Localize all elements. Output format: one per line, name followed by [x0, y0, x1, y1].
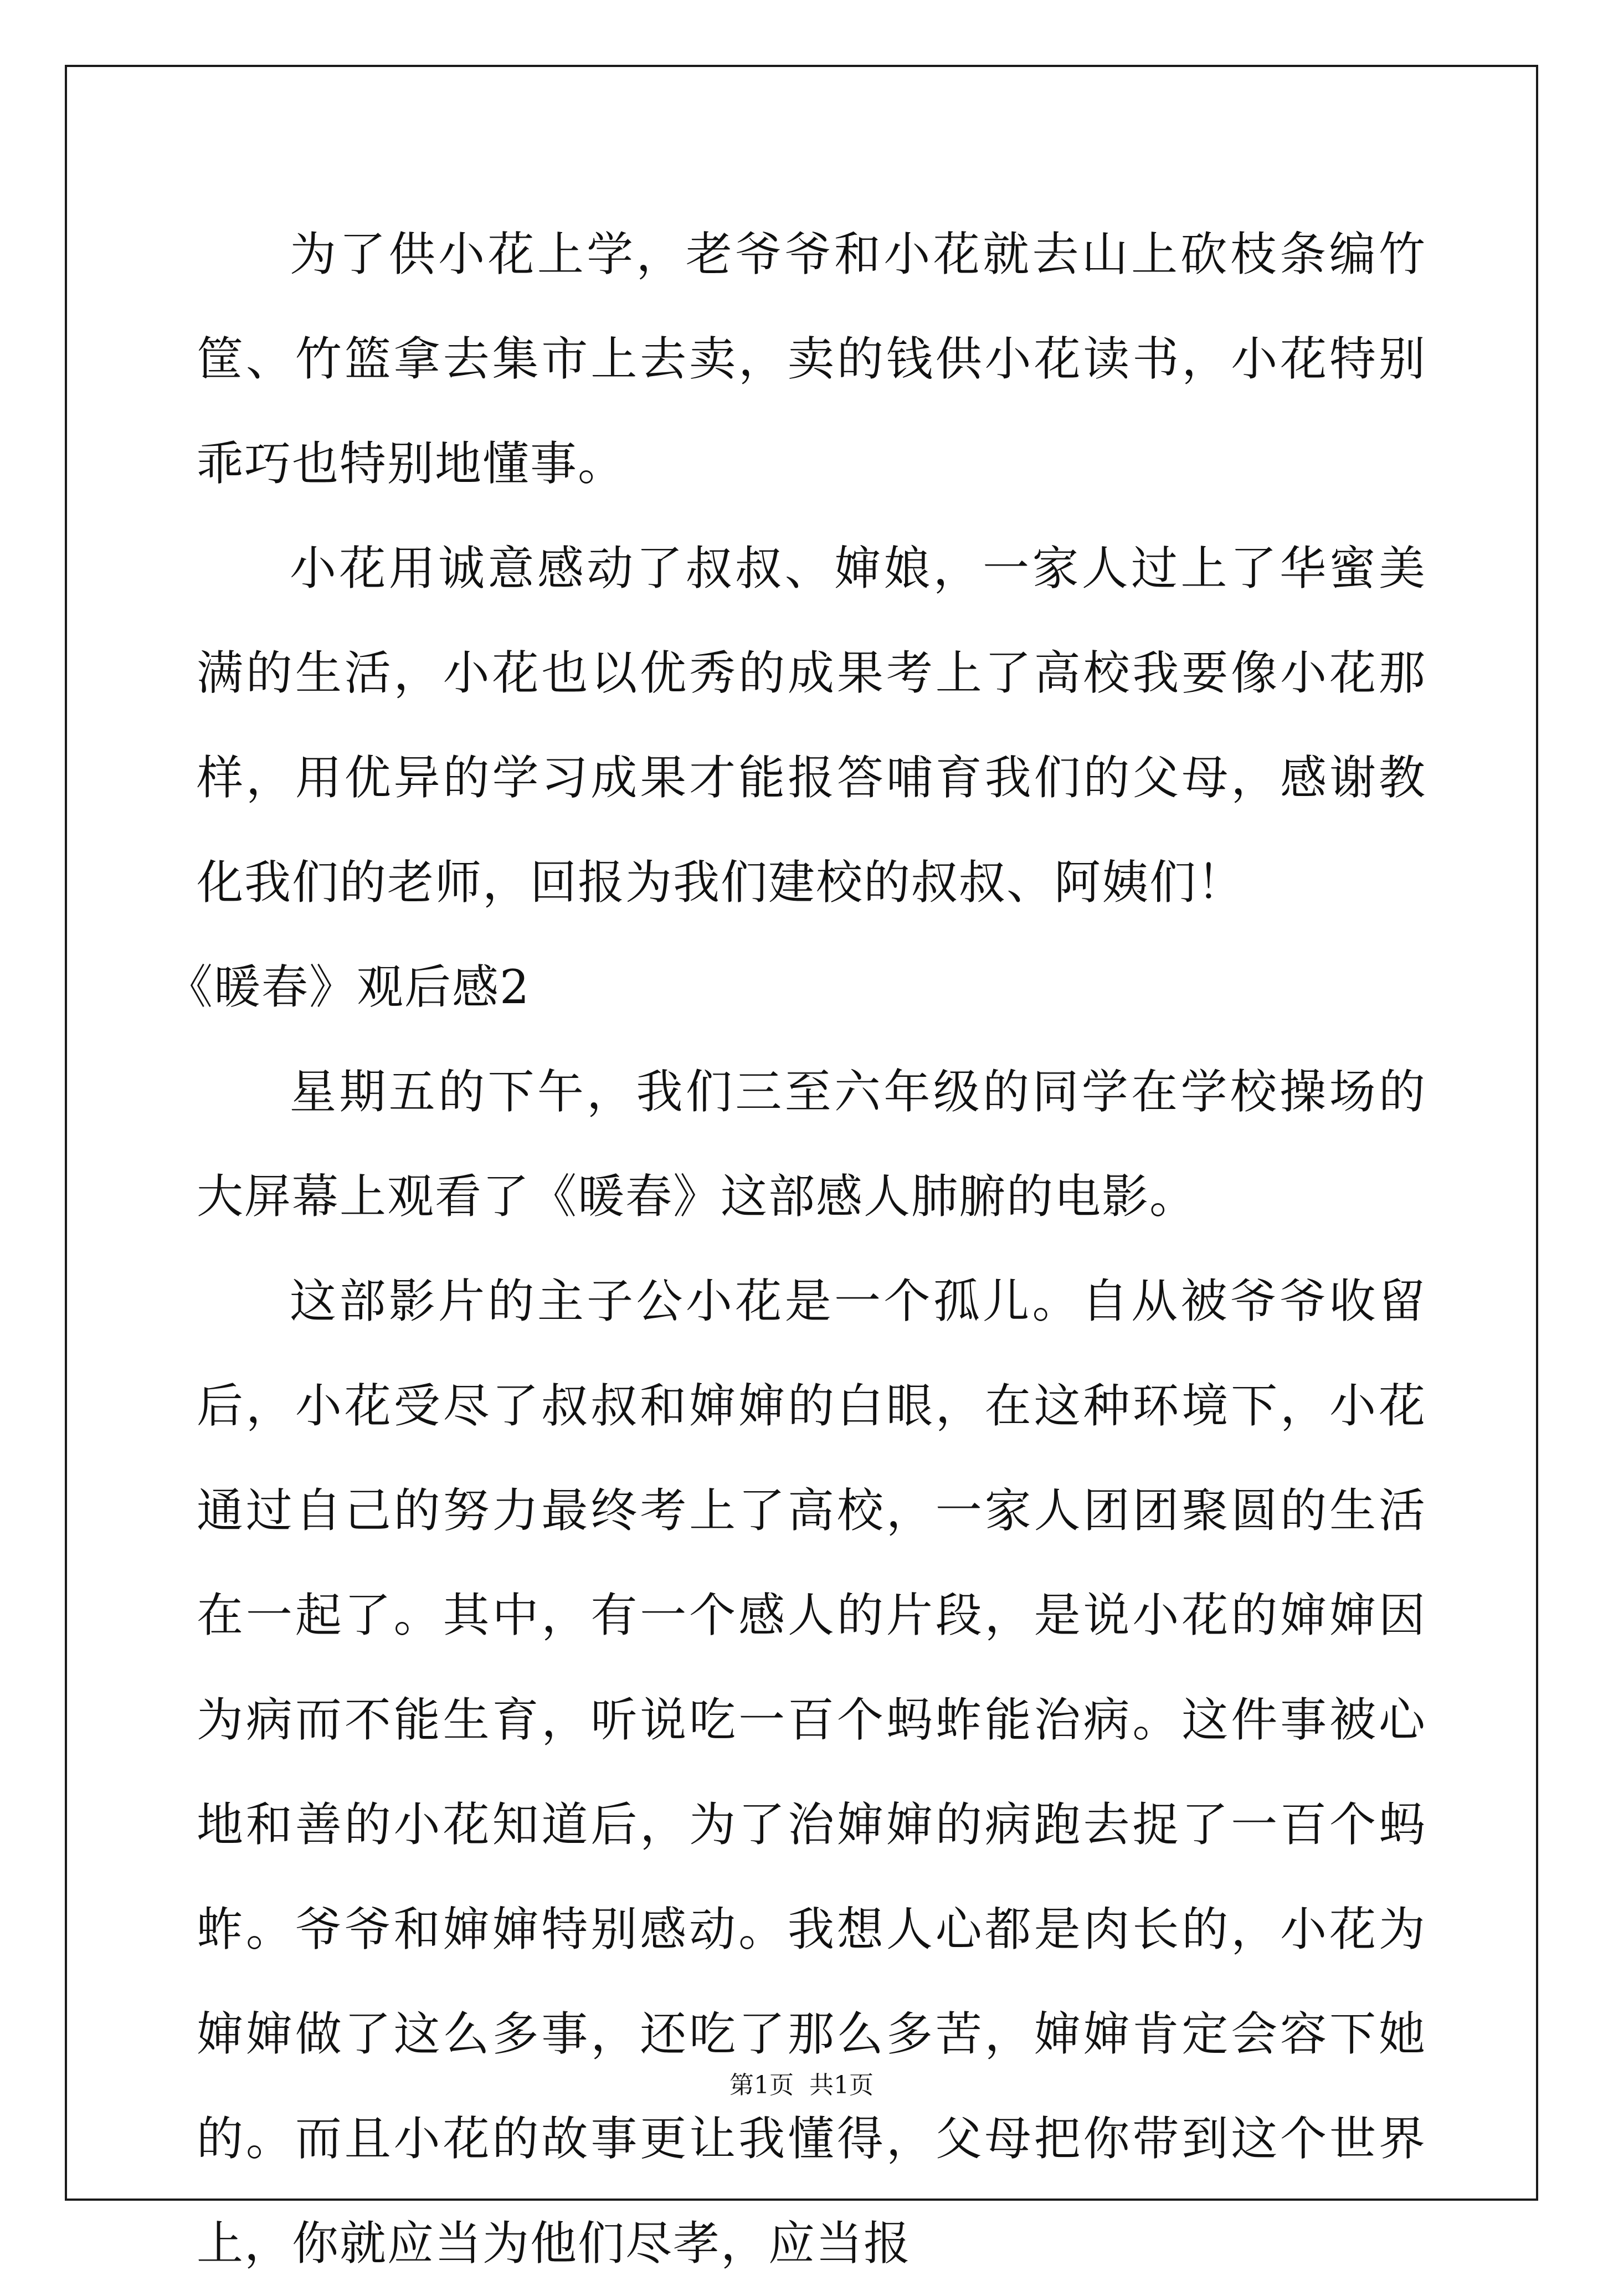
paragraph-2: 小花用诚意感动了叔叔、婶娘，一家人过上了华蜜美满的生活，小花也以优秀的成果考上了高校我要像小花那样，用优异的学习成果才能报答哺育我们的父母，感谢教化我们的老师，回报为我们建校的叔叔、阿姨们！: [197, 541, 1426, 910]
paragraph-4: 这部影片的主子公小花是一个孤儿。自从被爷爷收留后，小花受尽了叔叔和婶婶的白眼，在这种环境下，小花通过自己的努力最终考上了高校，一家人团团聚圆的生活在一起了。其中，有一个感人的片段，是说小花的婶婶因为病而不能生育，听说吃一百个蚂蚱能治病。这件事被心地和善的小花知道后，为了治婶婶的病跑去捉了一百个蚂蚱。爷爷和婶婶特别感动。我想人心都是肉长的，小花为婶婶做了这么多事，还吃了那么多苦，婶婶肯定会容下她的。而且小花的故事更让我懂得，父母把你带到这个世界上，你就应当为他们尽孝，应当报: [197, 1274, 1426, 2271]
page-total: 共1页: [809, 2071, 874, 2099]
section-title: 《暖春》观后感2: [166, 960, 531, 1014]
page-footer: [0, 2065, 1603, 2100]
page-number: 第1页: [729, 2071, 794, 2099]
document-body: [166, 202, 1426, 2296]
paragraph-1: 为了供小花上学，老爷爷和小花就去山上砍枝条编竹筐、竹篮拿去集市上去卖，卖的钱供小花读书，小花特别乖巧也特别地懂事。: [197, 227, 1426, 491]
paragraph-3: 星期五的下午，我们三至六年级的同学在学校操场的大屏幕上观看了《暖春》这部感人肺腑的电影。: [197, 1065, 1426, 1224]
